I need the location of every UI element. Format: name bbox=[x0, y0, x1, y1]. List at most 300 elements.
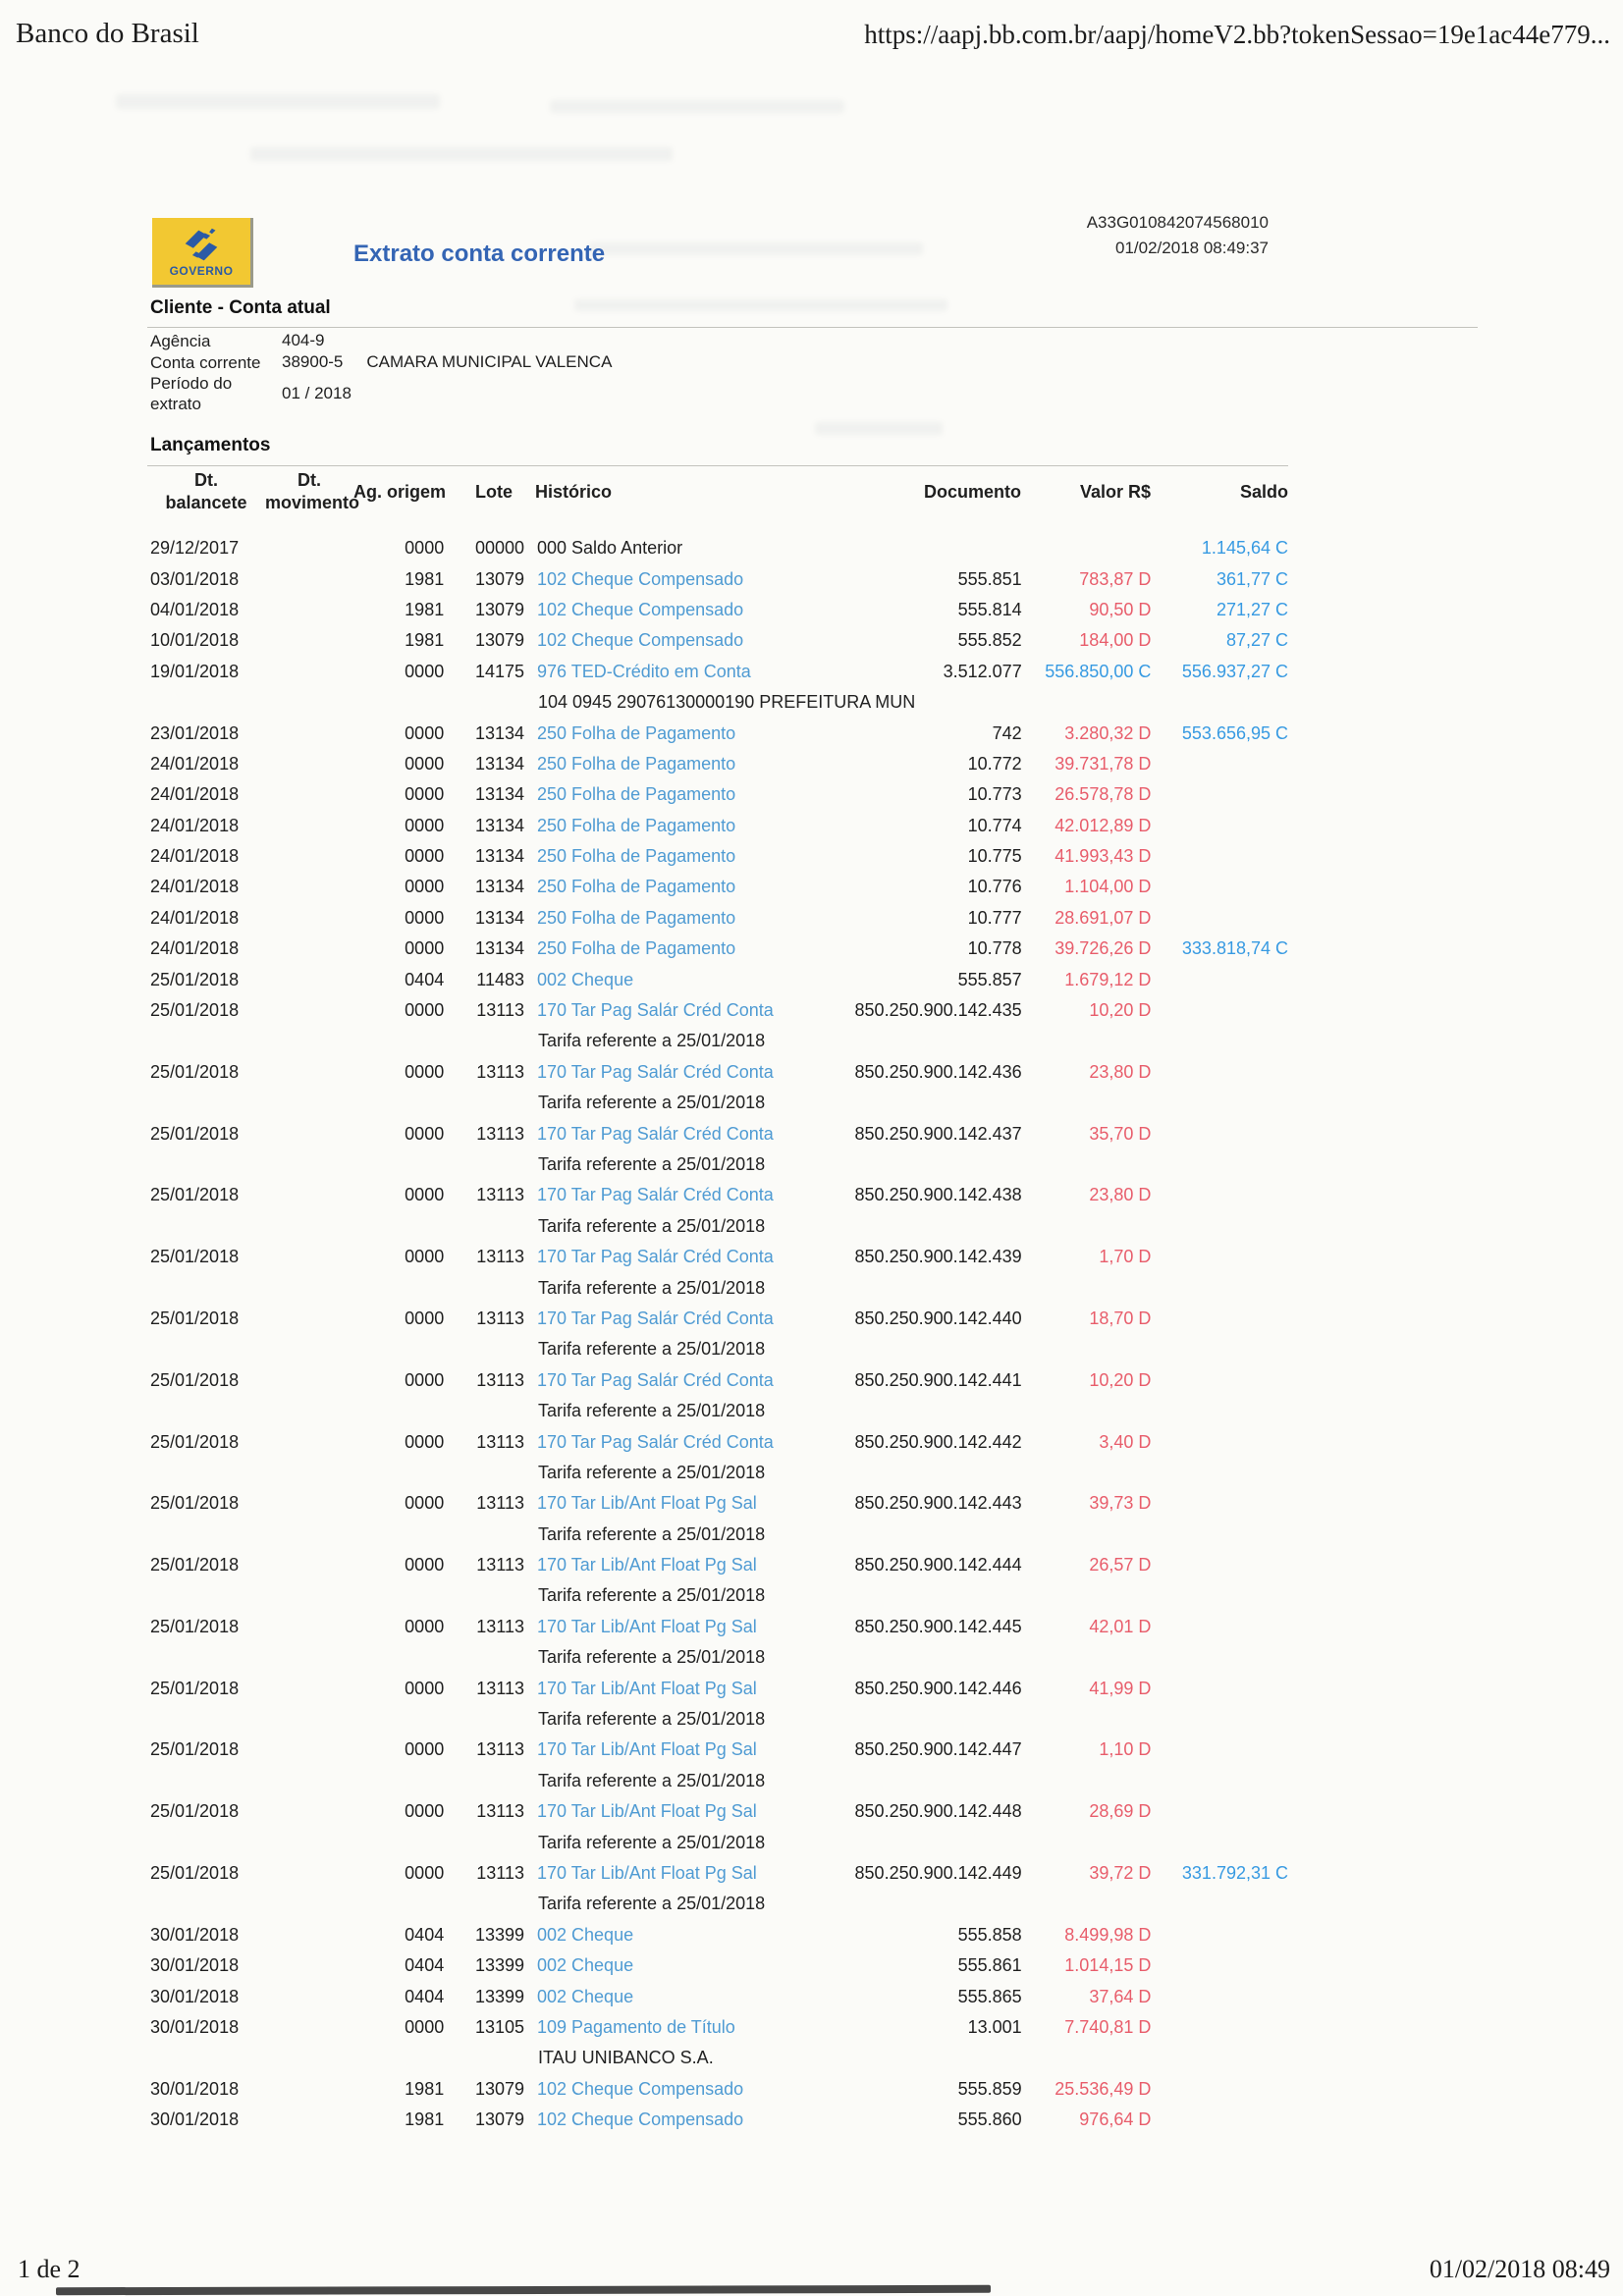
table-row bbox=[147, 2012, 1288, 2043]
cell-valor: 556.850,00 C bbox=[1045, 661, 1152, 681]
col-header-ag-origem: Ag. origem bbox=[353, 481, 447, 502]
cell-ag-origem: 0000 bbox=[405, 538, 445, 559]
cell-documento: 10.774 bbox=[967, 815, 1022, 835]
scan-artifact bbox=[250, 147, 673, 161]
cell-lote: 13079 bbox=[474, 599, 524, 619]
cell-valor: 18,70 D bbox=[1089, 1308, 1152, 1328]
cell-valor: 3,40 D bbox=[1099, 1431, 1152, 1452]
cell-lote: 13113 bbox=[476, 1185, 524, 1205]
cell-saldo: 553.656,95 C bbox=[1181, 722, 1288, 743]
cell-lote: 13113 bbox=[476, 1061, 524, 1082]
cell-valor: 90,50 D bbox=[1089, 599, 1152, 619]
cell-dt-balancete: 25/01/2018 bbox=[150, 1801, 240, 1822]
cell-lote: 13134 bbox=[474, 753, 524, 774]
report-meta bbox=[884, 210, 1269, 261]
cell-lote: 13134 bbox=[474, 907, 524, 928]
cell-dt-balancete: 23/01/2018 bbox=[150, 722, 240, 743]
cell-ag-origem: 0000 bbox=[405, 1123, 445, 1144]
cell-ag-origem: 0000 bbox=[405, 1000, 445, 1021]
historico-link[interactable]: 250 Folha de Pagamento bbox=[537, 722, 736, 743]
table-row bbox=[147, 1488, 1288, 1519]
historico-link[interactable]: 250 Folha de Pagamento bbox=[537, 938, 736, 959]
field-label: Agência bbox=[150, 331, 211, 350]
historico-link[interactable]: 102 Cheque Compensado bbox=[537, 568, 744, 589]
cell-documento: 850.250.900.142.448 bbox=[854, 1801, 1022, 1822]
cell-documento: 850.250.900.142.449 bbox=[854, 1862, 1022, 1883]
report-generated-at: 01/02/2018 08:49:37 bbox=[1115, 239, 1269, 257]
cell-valor: 23,80 D bbox=[1089, 1185, 1152, 1205]
historico-link[interactable]: 250 Folha de Pagamento bbox=[537, 753, 736, 774]
cell-lote: 13113 bbox=[476, 1431, 524, 1452]
cell-documento: 850.250.900.142.440 bbox=[854, 1308, 1022, 1328]
cell-valor: 39.731,78 D bbox=[1055, 753, 1152, 774]
cell-documento: 850.250.900.142.447 bbox=[854, 1739, 1022, 1760]
historico-link[interactable]: 250 Folha de Pagamento bbox=[537, 815, 736, 835]
cell-dt-balancete: 24/01/2018 bbox=[150, 815, 240, 835]
cell-ag-origem: 0000 bbox=[405, 1739, 445, 1760]
scan-artifact bbox=[589, 242, 923, 255]
table-row bbox=[147, 2074, 1288, 2105]
cell-lote: 13134 bbox=[474, 938, 524, 959]
field-value: 01 / 2018 bbox=[282, 384, 352, 402]
cell-documento: 555.858 bbox=[957, 1924, 1022, 1945]
cell-saldo: 331.792,31 C bbox=[1181, 1862, 1288, 1883]
cell-valor: 7.740,81 D bbox=[1064, 2016, 1152, 2037]
cell-dt-balancete: 03/01/2018 bbox=[150, 568, 240, 589]
table-row bbox=[147, 749, 1288, 779]
cell-lote: 13134 bbox=[474, 815, 524, 835]
cell-ag-origem: 0000 bbox=[405, 1247, 445, 1267]
table-row bbox=[147, 563, 1288, 594]
lancamentos-section-title: Lançamentos bbox=[150, 435, 271, 455]
cell-documento: 10.773 bbox=[967, 784, 1022, 805]
cell-sub-description: Tarifa referente a 25/01/2018 bbox=[538, 1401, 766, 1421]
logo-governo-label: GOVERNO bbox=[169, 263, 234, 278]
table-subrow bbox=[147, 1766, 1288, 1796]
table-subrow bbox=[147, 1827, 1288, 1857]
table-row bbox=[147, 841, 1288, 872]
cell-documento: 10.776 bbox=[967, 877, 1022, 897]
table-row bbox=[147, 1242, 1288, 1272]
scan-artifact bbox=[574, 299, 947, 311]
cell-sub-description: Tarifa referente a 25/01/2018 bbox=[538, 1770, 766, 1790]
cell-dt-balancete: 04/01/2018 bbox=[150, 599, 240, 619]
cell-dt-balancete: 30/01/2018 bbox=[150, 1924, 240, 1945]
cell-saldo: 333.818,74 C bbox=[1181, 938, 1288, 959]
col-header-historico: Histórico bbox=[535, 481, 613, 502]
account-holder-name: CAMARA MUNICIPAL VALENCA bbox=[366, 352, 613, 371]
cell-valor: 1.104,00 D bbox=[1064, 877, 1152, 897]
table-subrow bbox=[147, 1889, 1288, 1919]
cell-dt-balancete: 29/12/2017 bbox=[150, 538, 240, 559]
cell-dt-balancete: 24/01/2018 bbox=[150, 938, 240, 959]
historico-link[interactable]: 002 Cheque bbox=[537, 1955, 634, 1976]
cell-lote: 13105 bbox=[474, 2016, 524, 2037]
historico-link[interactable]: 170 Tar Lib/Ant Float Pg Sal bbox=[537, 1801, 757, 1822]
cell-dt-balancete: 25/01/2018 bbox=[150, 1000, 240, 1021]
cell-dt-balancete: 30/01/2018 bbox=[150, 2016, 240, 2037]
col-header-valor: Valor R$ bbox=[1079, 481, 1151, 502]
print-footer-page-number: 1 de 2 bbox=[18, 2255, 81, 2283]
print-header-url: https://aapj.bb.com.br/aapj/homeV2.bb?tokenSessao=19e1ac44e779... bbox=[864, 20, 1610, 49]
table-row bbox=[147, 595, 1288, 625]
cell-dt-balancete: 25/01/2018 bbox=[150, 1616, 240, 1636]
col-header-documento: Documento bbox=[924, 481, 1021, 502]
table-row bbox=[147, 625, 1288, 656]
cell-documento: 742 bbox=[992, 722, 1022, 743]
historico-link[interactable]: 102 Cheque Compensado bbox=[537, 2109, 744, 2130]
cell-valor: 10,20 D bbox=[1089, 1000, 1152, 1021]
cell-lote: 13113 bbox=[476, 1123, 524, 1144]
cell-valor: 28,69 D bbox=[1089, 1801, 1152, 1822]
historico-link[interactable]: 250 Folha de Pagamento bbox=[537, 877, 736, 897]
cell-sub-description: Tarifa referente a 25/01/2018 bbox=[538, 1462, 766, 1482]
historico-link[interactable]: 170 Tar Pag Salár Créd Conta bbox=[537, 1369, 774, 1390]
cell-lote: 13113 bbox=[476, 1555, 524, 1575]
client-section-title: Cliente - Conta atual bbox=[150, 297, 331, 318]
cell-documento: 850.250.900.142.439 bbox=[854, 1247, 1022, 1267]
cell-lote: 13399 bbox=[474, 1986, 524, 2006]
report-ref-code: A33G010842074568010 bbox=[1086, 213, 1269, 232]
historico-link[interactable]: 102 Cheque Compensado bbox=[537, 599, 744, 619]
cell-sub-description: Tarifa referente a 25/01/2018 bbox=[538, 1832, 766, 1852]
cell-dt-balancete: 25/01/2018 bbox=[150, 1493, 240, 1514]
table-subrow bbox=[147, 2043, 1288, 2073]
scan-artifact bbox=[550, 100, 844, 113]
table-subrow bbox=[147, 1458, 1288, 1488]
cell-ag-origem: 0000 bbox=[405, 938, 445, 959]
table-row bbox=[147, 1365, 1288, 1396]
cell-dt-balancete: 25/01/2018 bbox=[150, 969, 240, 989]
table-subrow bbox=[147, 1088, 1288, 1118]
client-field-periodo bbox=[150, 373, 838, 414]
cell-lote: 13399 bbox=[474, 1955, 524, 1976]
cell-lote: 13113 bbox=[476, 1308, 524, 1328]
historico-link[interactable]: 002 Cheque bbox=[537, 1924, 634, 1945]
cell-ag-origem: 0000 bbox=[405, 1678, 445, 1698]
cell-valor: 1.679,12 D bbox=[1064, 969, 1152, 989]
cell-documento: 555.857 bbox=[957, 969, 1022, 989]
cell-documento: 850.250.900.142.441 bbox=[854, 1369, 1022, 1390]
cell-ag-origem: 1981 bbox=[405, 2109, 445, 2130]
cell-sub-description: Tarifa referente a 25/01/2018 bbox=[538, 1031, 766, 1051]
cell-valor: 39,72 D bbox=[1089, 1862, 1152, 1883]
cell-documento: 850.250.900.142.442 bbox=[854, 1431, 1022, 1452]
cell-documento: 555.852 bbox=[957, 630, 1022, 651]
cell-lote: 13134 bbox=[474, 846, 524, 867]
historico-link[interactable]: 170 Tar Pag Salár Créd Conta bbox=[537, 1431, 774, 1452]
cell-documento: 850.250.900.142.436 bbox=[854, 1061, 1022, 1082]
historico-link[interactable]: 250 Folha de Pagamento bbox=[537, 846, 736, 867]
table-subrow bbox=[147, 1396, 1288, 1426]
divider bbox=[147, 465, 1288, 466]
cell-documento: 555.865 bbox=[957, 1986, 1022, 2006]
cell-ag-origem: 0000 bbox=[405, 877, 445, 897]
historico-link[interactable]: 170 Tar Pag Salár Créd Conta bbox=[537, 1000, 774, 1021]
historico-link[interactable]: 170 Tar Lib/Ant Float Pg Sal bbox=[537, 1555, 757, 1575]
cell-ag-origem: 1981 bbox=[405, 599, 445, 619]
cell-dt-balancete: 24/01/2018 bbox=[150, 877, 240, 897]
cell-valor: 26.578,78 D bbox=[1055, 784, 1152, 805]
table-row bbox=[147, 533, 1288, 563]
cell-lote: 13113 bbox=[476, 1739, 524, 1760]
cell-ag-origem: 0000 bbox=[405, 1185, 445, 1205]
cell-saldo: 87,27 C bbox=[1225, 630, 1288, 651]
historico-link[interactable]: 102 Cheque Compensado bbox=[537, 2078, 744, 2099]
cell-sub-description: Tarifa referente a 25/01/2018 bbox=[538, 1647, 766, 1668]
cell-dt-balancete: 19/01/2018 bbox=[150, 661, 240, 681]
cell-valor: 8.499,98 D bbox=[1064, 1924, 1152, 1945]
table-row bbox=[147, 1426, 1288, 1457]
cell-sub-description: Tarifa referente a 25/01/2018 bbox=[538, 1093, 766, 1113]
cell-lote: 13079 bbox=[474, 2109, 524, 2130]
historico-link[interactable]: 170 Tar Pag Salár Créd Conta bbox=[537, 1247, 774, 1267]
table-subrow bbox=[147, 1642, 1288, 1673]
cell-dt-balancete: 25/01/2018 bbox=[150, 1862, 240, 1883]
cell-ag-origem: 0000 bbox=[405, 1616, 445, 1636]
cell-ag-origem: 1981 bbox=[405, 2078, 445, 2099]
historico-link[interactable]: 170 Tar Pag Salár Créd Conta bbox=[537, 1061, 774, 1082]
cell-lote: 13113 bbox=[476, 1000, 524, 1021]
cell-valor: 1.014,15 D bbox=[1064, 1955, 1152, 1976]
table-header bbox=[147, 469, 1288, 514]
cell-sub-description: Tarifa referente a 25/01/2018 bbox=[538, 1709, 766, 1730]
table-row bbox=[147, 2105, 1288, 2135]
cell-sub-description: 104 0945 29076130000190 PREFEITURA MUN bbox=[538, 692, 916, 713]
cell-lote: 13079 bbox=[474, 2078, 524, 2099]
cell-dt-balancete: 24/01/2018 bbox=[150, 784, 240, 805]
table-row bbox=[147, 964, 1288, 994]
table-subrow bbox=[147, 1272, 1288, 1303]
cell-dt-balancete: 25/01/2018 bbox=[150, 1369, 240, 1390]
table-subrow bbox=[147, 1580, 1288, 1611]
historico-link[interactable]: 170 Tar Lib/Ant Float Pg Sal bbox=[537, 1616, 757, 1636]
cell-lote: 13134 bbox=[474, 784, 524, 805]
historico-link[interactable]: 170 Tar Pag Salár Créd Conta bbox=[537, 1185, 774, 1205]
cell-ag-origem: 0404 bbox=[405, 969, 445, 989]
cell-dt-balancete: 25/01/2018 bbox=[150, 1431, 240, 1452]
cell-documento: 10.778 bbox=[967, 938, 1022, 959]
cell-lote: 13113 bbox=[476, 1616, 524, 1636]
historico-link[interactable]: 170 Tar Lib/Ant Float Pg Sal bbox=[537, 1739, 757, 1760]
cell-saldo: 1.145,64 C bbox=[1201, 538, 1288, 559]
historico-link[interactable]: 250 Folha de Pagamento bbox=[537, 784, 736, 805]
cell-dt-balancete: 25/01/2018 bbox=[150, 1061, 240, 1082]
cell-ag-origem: 0000 bbox=[405, 661, 445, 681]
table-row bbox=[147, 657, 1288, 687]
cell-ag-origem: 0000 bbox=[405, 907, 445, 928]
historico-link[interactable]: 170 Tar Pag Salár Créd Conta bbox=[537, 1308, 774, 1328]
table-row bbox=[147, 1304, 1288, 1334]
cell-sub-description: Tarifa referente a 25/01/2018 bbox=[538, 1894, 766, 1914]
cell-ag-origem: 0000 bbox=[405, 1493, 445, 1514]
table-subrow bbox=[147, 1026, 1288, 1056]
table-row bbox=[147, 1057, 1288, 1088]
cell-documento: 850.250.900.142.446 bbox=[854, 1678, 1022, 1698]
col-header-saldo: Saldo bbox=[1239, 481, 1288, 502]
client-info bbox=[150, 330, 838, 414]
cell-ag-origem: 0000 bbox=[405, 1555, 445, 1575]
col-header-lote: Lote bbox=[475, 481, 513, 502]
historico-link[interactable]: 002 Cheque bbox=[537, 1986, 634, 2006]
cell-ag-origem: 0000 bbox=[405, 846, 445, 867]
cell-sub-description: Tarifa referente a 25/01/2018 bbox=[538, 1215, 766, 1236]
cell-dt-balancete: 25/01/2018 bbox=[150, 1308, 240, 1328]
table-row bbox=[147, 1612, 1288, 1642]
historico-link[interactable]: 250 Folha de Pagamento bbox=[537, 907, 736, 928]
cell-saldo: 556.937,27 C bbox=[1181, 661, 1288, 681]
cell-documento: 850.250.900.142.437 bbox=[854, 1123, 1022, 1144]
table-row bbox=[147, 1735, 1288, 1765]
table-row bbox=[147, 1796, 1288, 1827]
table-row bbox=[147, 1920, 1288, 1950]
cell-ag-origem: 0404 bbox=[405, 1924, 445, 1945]
cell-dt-balancete: 25/01/2018 bbox=[150, 1123, 240, 1144]
table-row bbox=[147, 1981, 1288, 2011]
divider bbox=[147, 327, 1478, 328]
cell-documento: 850.250.900.142.443 bbox=[854, 1493, 1022, 1514]
cell-ag-origem: 0000 bbox=[405, 753, 445, 774]
cell-lote: 13134 bbox=[474, 722, 524, 743]
table-row bbox=[147, 872, 1288, 902]
cell-saldo: 271,27 C bbox=[1216, 599, 1288, 619]
cell-lote: 13113 bbox=[476, 1678, 524, 1698]
cell-dt-balancete: 30/01/2018 bbox=[150, 2109, 240, 2130]
cell-historico: 000 Saldo Anterior bbox=[537, 538, 683, 559]
cell-valor: 184,00 D bbox=[1079, 630, 1152, 651]
cell-valor: 39,73 D bbox=[1089, 1493, 1152, 1514]
cell-ag-origem: 0000 bbox=[405, 2016, 445, 2037]
cell-sub-description: Tarifa referente a 25/01/2018 bbox=[538, 1585, 766, 1606]
cell-dt-balancete: 25/01/2018 bbox=[150, 1185, 240, 1205]
cell-lote: 13113 bbox=[476, 1493, 524, 1514]
cell-documento: 13.001 bbox=[967, 2016, 1022, 2037]
table-row bbox=[147, 1180, 1288, 1210]
cell-lote: 13113 bbox=[476, 1801, 524, 1822]
cell-dt-balancete: 10/01/2018 bbox=[150, 630, 240, 651]
historico-link[interactable]: 170 Tar Lib/Ant Float Pg Sal bbox=[537, 1678, 757, 1698]
cell-valor: 42.012,89 D bbox=[1055, 815, 1152, 835]
table-row bbox=[147, 934, 1288, 964]
table-row bbox=[147, 1950, 1288, 1981]
historico-link[interactable]: 002 Cheque bbox=[537, 969, 634, 989]
cell-dt-balancete: 25/01/2018 bbox=[150, 1247, 240, 1267]
table-subrow bbox=[147, 687, 1288, 718]
scan-artifact bbox=[116, 94, 440, 109]
cell-ag-origem: 0000 bbox=[405, 815, 445, 835]
table-row bbox=[147, 1118, 1288, 1148]
client-field-agencia bbox=[150, 330, 838, 351]
cell-dt-balancete: 30/01/2018 bbox=[150, 1986, 240, 2006]
cell-valor: 3.280,32 D bbox=[1064, 722, 1152, 743]
table-row bbox=[147, 995, 1288, 1026]
cell-valor: 42,01 D bbox=[1089, 1616, 1152, 1636]
report-title: Extrato conta corrente bbox=[353, 240, 606, 267]
cell-dt-balancete: 30/01/2018 bbox=[150, 2078, 240, 2099]
cell-documento: 3.512.077 bbox=[943, 661, 1022, 681]
table-row bbox=[147, 903, 1288, 934]
historico-link[interactable]: 170 Tar Lib/Ant Float Pg Sal bbox=[537, 1493, 757, 1514]
table-row bbox=[147, 718, 1288, 748]
cell-valor: 26,57 D bbox=[1089, 1555, 1152, 1575]
table-subrow bbox=[147, 1704, 1288, 1735]
cell-lote: 13079 bbox=[474, 630, 524, 651]
cell-ag-origem: 1981 bbox=[405, 630, 445, 651]
cell-lote: 13113 bbox=[476, 1862, 524, 1883]
scan-edge-artifact bbox=[56, 2285, 991, 2295]
table-subrow bbox=[147, 1211, 1288, 1242]
cell-documento: 850.250.900.142.445 bbox=[854, 1616, 1022, 1636]
col-header-dt-movimento: Dt. movimento bbox=[265, 470, 360, 512]
cell-valor: 35,70 D bbox=[1089, 1123, 1152, 1144]
cell-documento: 555.814 bbox=[957, 599, 1022, 619]
cell-dt-balancete: 24/01/2018 bbox=[150, 753, 240, 774]
cell-valor: 1,10 D bbox=[1099, 1739, 1152, 1760]
cell-ag-origem: 0000 bbox=[405, 1801, 445, 1822]
cell-ag-origem: 0000 bbox=[405, 722, 445, 743]
field-value: 404-9 bbox=[282, 331, 325, 349]
historico-link[interactable]: 170 Tar Pag Salár Créd Conta bbox=[537, 1123, 774, 1144]
cell-sub-description: Tarifa referente a 25/01/2018 bbox=[538, 1523, 766, 1544]
cell-dt-balancete: 25/01/2018 bbox=[150, 1555, 240, 1575]
cell-documento: 850.250.900.142.435 bbox=[854, 1000, 1022, 1021]
cell-documento: 555.861 bbox=[957, 1955, 1022, 1976]
cell-sub-description: Tarifa referente a 25/01/2018 bbox=[538, 1339, 766, 1360]
print-footer-datetime: 01/02/2018 08:49 bbox=[1429, 2255, 1610, 2283]
cell-ag-origem: 0404 bbox=[405, 1986, 445, 2006]
cell-valor: 23,80 D bbox=[1089, 1061, 1152, 1082]
table-subrow bbox=[147, 1149, 1288, 1180]
historico-link[interactable]: 170 Tar Lib/Ant Float Pg Sal bbox=[537, 1862, 757, 1883]
cell-dt-balancete: 25/01/2018 bbox=[150, 1678, 240, 1698]
cell-lote: 00000 bbox=[474, 538, 524, 559]
scan-artifact bbox=[815, 422, 943, 435]
table-subrow bbox=[147, 1520, 1288, 1550]
cell-valor: 25.536,49 D bbox=[1055, 2078, 1152, 2099]
cell-lote: 13113 bbox=[476, 1369, 524, 1390]
historico-link[interactable]: 102 Cheque Compensado bbox=[537, 630, 744, 651]
cell-dt-balancete: 30/01/2018 bbox=[150, 1955, 240, 1976]
cell-valor: 41,99 D bbox=[1089, 1678, 1152, 1698]
cell-documento: 10.775 bbox=[967, 846, 1022, 867]
cell-valor: 1,70 D bbox=[1099, 1247, 1152, 1267]
cell-lote: 14175 bbox=[474, 661, 524, 681]
cell-ag-origem: 0000 bbox=[405, 1308, 445, 1328]
cell-lote: 13113 bbox=[476, 1247, 524, 1267]
historico-link[interactable]: 976 TED-Crédito em Conta bbox=[537, 661, 751, 681]
historico-link[interactable]: 109 Pagamento de Título bbox=[537, 2016, 735, 2037]
cell-ag-origem: 0000 bbox=[405, 1862, 445, 1883]
field-label: Conta corrente bbox=[150, 352, 261, 372]
cell-valor: 976,64 D bbox=[1079, 2109, 1152, 2130]
table-row bbox=[147, 1673, 1288, 1703]
cell-ag-origem: 0000 bbox=[405, 1431, 445, 1452]
cell-documento: 555.859 bbox=[957, 2078, 1022, 2099]
cell-valor: 41.993,43 D bbox=[1055, 846, 1152, 867]
cell-lote: 13134 bbox=[474, 877, 524, 897]
cell-dt-balancete: 24/01/2018 bbox=[150, 907, 240, 928]
cell-documento: 10.772 bbox=[967, 753, 1022, 774]
table-body bbox=[147, 533, 1288, 2135]
cell-sub-description: ITAU UNIBANCO S.A. bbox=[538, 2048, 714, 2068]
cell-valor: 28.691,07 D bbox=[1055, 907, 1152, 928]
table-row bbox=[147, 811, 1288, 841]
bb-governo-logo bbox=[152, 218, 253, 288]
cell-ag-origem: 1981 bbox=[405, 568, 445, 589]
cell-dt-balancete: 24/01/2018 bbox=[150, 846, 240, 867]
table-row bbox=[147, 779, 1288, 810]
print-header-title: Banco do Brasil bbox=[16, 18, 199, 49]
